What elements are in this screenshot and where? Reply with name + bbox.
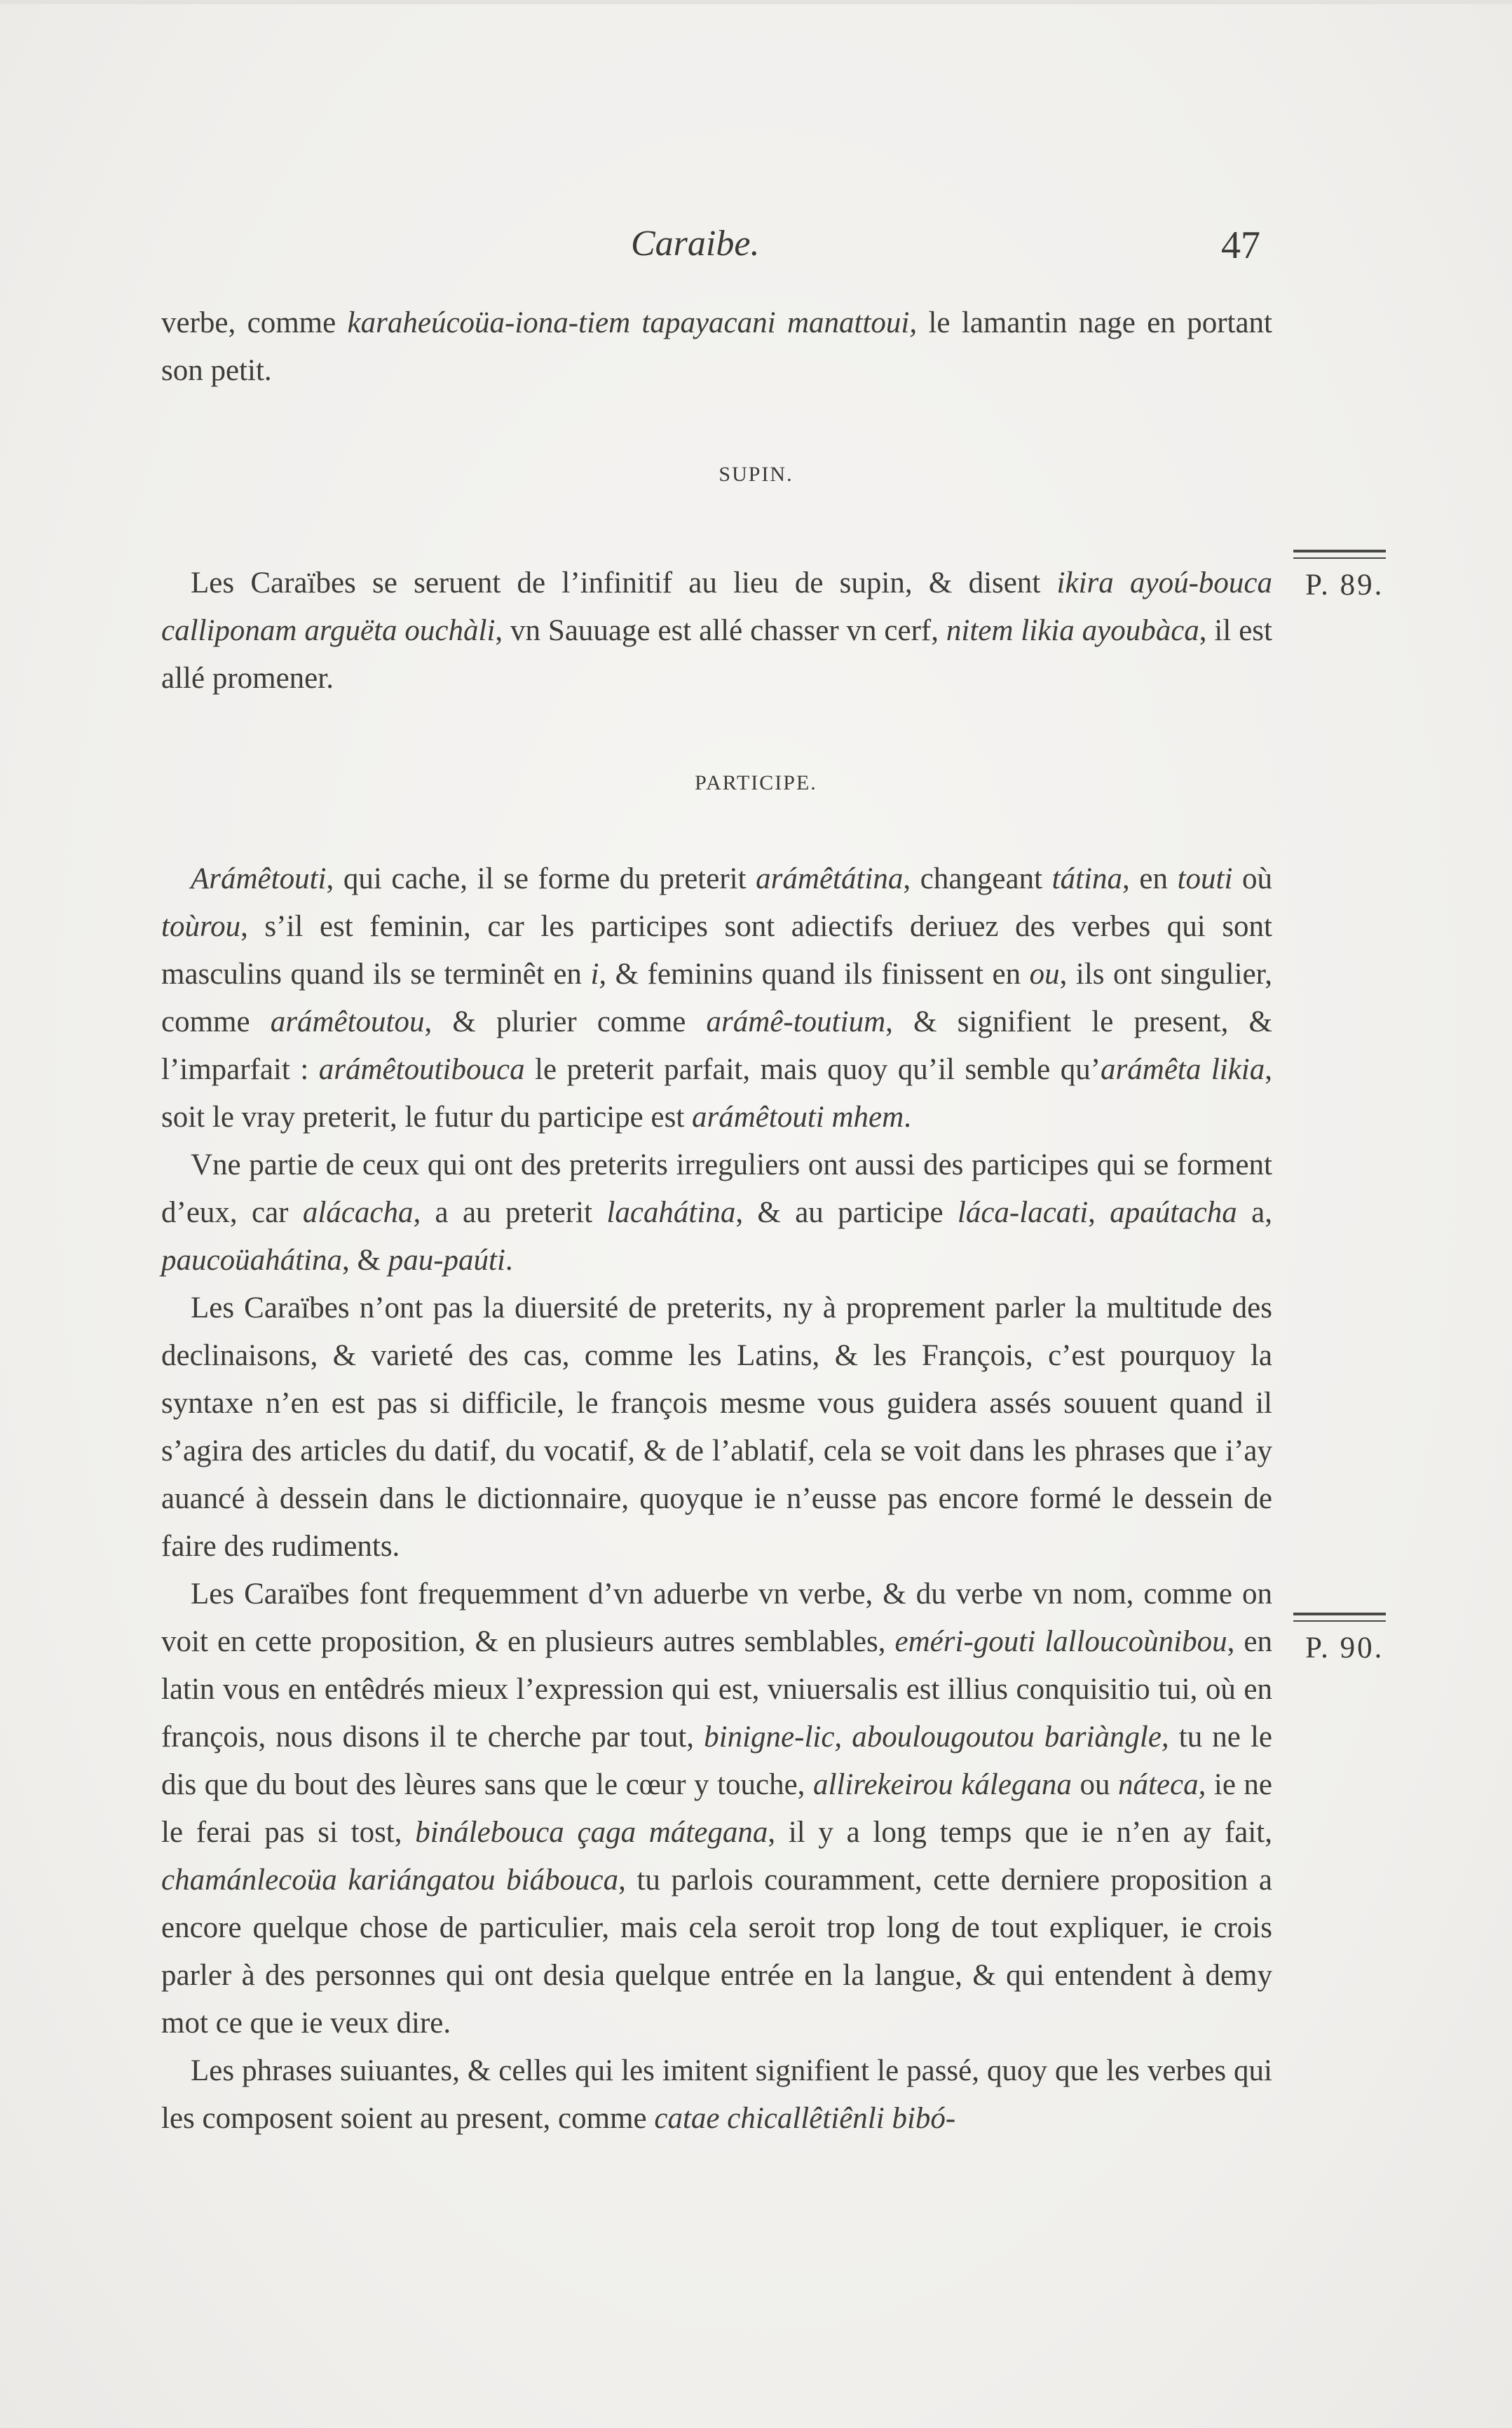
- text-block-3: [161, 855, 1272, 2143]
- paragraph: Les Caraïbes n’ont pas la diuersité de preterits, ny à proprement parler la multitude des declinaisons, & varieté des cas, comme les Latins, & les François, c’est pourquoy la syntaxe n’en est pas si difficile, le françois mesme vous guidera assés souuent quand il s’agira des articles du datif, du vocatif, & de l’ablatif, cela se voit dans les phrases que i’ay auancé à dessein dans le dictionnaire, quoyque ie n’eusse pas encore formé le dessein de faire des rudiments.: [161, 1291, 1272, 1563]
- margin-note-p90: P. 90.: [1305, 1632, 1384, 1664]
- text-block-2: [161, 559, 1272, 703]
- margin-rule: [1293, 557, 1386, 559]
- page-top-edge: [0, 0, 1512, 4]
- paragraph: Les Caraïbes font frequemment d’vn aduerbe vn verbe, & du verbe vn nom, comme on voit en cette proposition, & en plusieurs autres semblables, eméri-gouti lalloucoùnibou, en latin vous en entêdrés mieux l’expression qui est, vniuersalis est illius conquisitio tui, où en françois, nous disons il te cherche par tout, binigne-lic, aboulougoutou bariàngle, tu ne le dis que du bout des lèures sans que le cœur y touche, allirekeirou kálegana ou náteca, ie ne le ferai pas si tost, binálebouca çaga mátegana, il y a long temps que ie n’en ay fait, chamánlecoüa kariángatou biábouca, tu parlois couramment, cette derniere proposition a encore quelque chose de particulier, mais cela seroit trop long de tout expliquer, ie crois parler à des personnes qui ont desia quelque entrée en la langue, & qui entendent à demy mot ce que ie veux dire.: [161, 1578, 1273, 2040]
- paragraph: Arámêtouti, qui cache, il se forme du preterit arámêtátina, changeant tátina, en touti où toùrou, s’il est feminin, car les participes sont adiectifs deriuez des verbes qui sont masculins quand ils se terminêt en i, & feminins quand ils finissent en ou, ils ont singulier, comme arámêtoutou, & plurier comme arámê-toutium, & signifient le present, & l’imparfait : arámêtoutibouca le preterit parfait, mais quoy qu’il semble qu’arámêta likia, soit le vray preterit, le futur du participe est arámêtouti mhem.: [161, 862, 1273, 1134]
- paragraph: Les phrases suiuantes, & celles qui les imitent signifient le passé, quoy que les verbes qui les composent soient au present, comme catae chicallêtiênli bibó-: [161, 2054, 1272, 2135]
- page-number: 47: [1221, 224, 1260, 267]
- section-heading-participe: PARTICIPE.: [695, 771, 817, 794]
- margin-rule: [1293, 550, 1386, 552]
- paragraph: Vne partie de ceux qui ont des preterits irreguliers ont aussi des participes qui se forment d’eux, car alácacha, a au preterit lacahátina, & au participe láca-lacati, apaútacha a, paucoüahátina, & pau-paúti.: [161, 1148, 1272, 1277]
- margin-rule: [1293, 1613, 1386, 1615]
- section-heading-supin: SUPIN.: [718, 463, 794, 486]
- running-head: Caraibe.: [631, 224, 760, 264]
- text-block-1: [161, 299, 1272, 395]
- margin-note-p89: P. 89.: [1305, 569, 1384, 602]
- margin-rule: [1293, 1620, 1386, 1622]
- paragraph: Les Caraïbes se seruent de l’infinitif au lieu de supin, & disent ikira ayoú-bouca calliponam arguëta ouchàli, vn Sauuage est allé chasser vn cerf, nitem likia ayoubàca, il est allé promener.: [161, 567, 1273, 695]
- paragraph: verbe, comme karaheúcoüa-iona-tiem tapayacani manattoui, le lamantin nage en portant son petit.: [161, 306, 1272, 387]
